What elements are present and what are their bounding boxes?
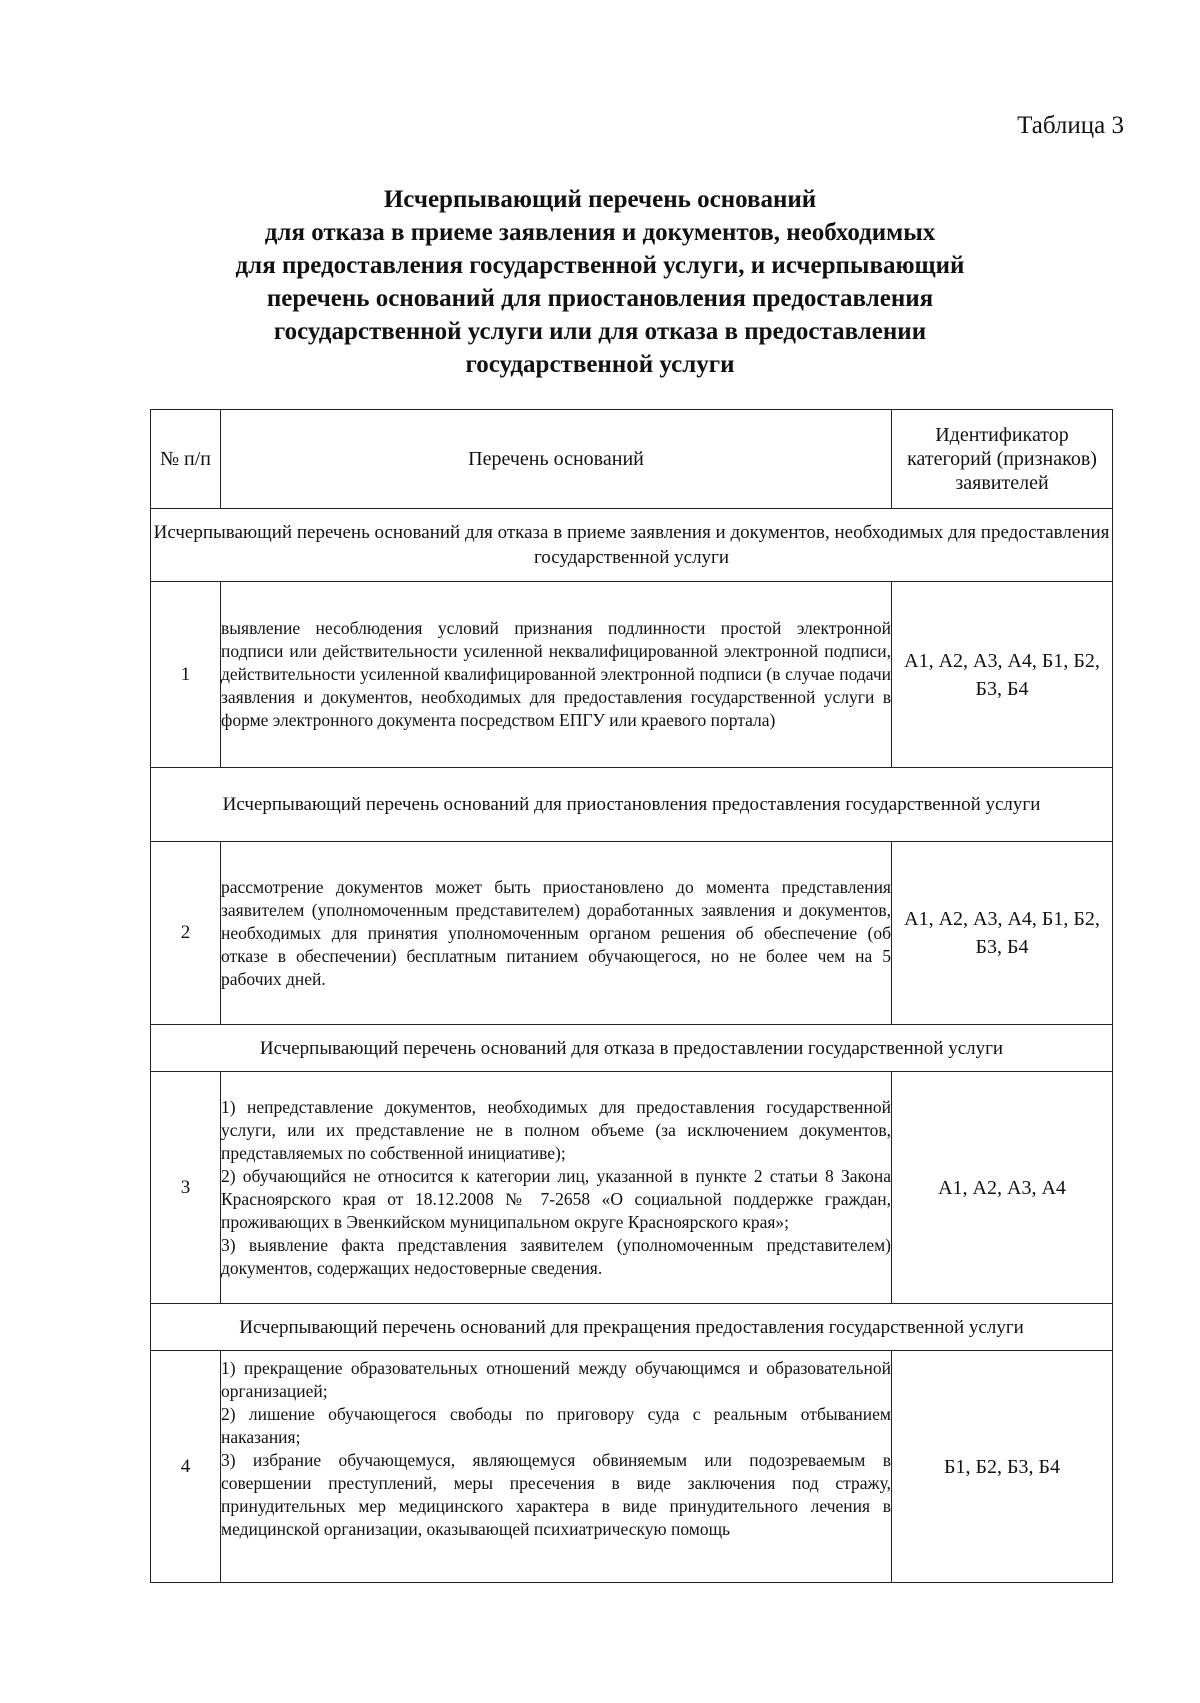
row-number: 1 — [151, 582, 221, 768]
row-number: 3 — [151, 1072, 221, 1304]
row-grounds-text: рассмотрение документов может быть приостановлено до момента представления заявителем (уполномоченным представителем) доработанных заявления и документов, необходимых для принятия уполномоченным органом решения об обеспечение (об отказе в обеспечении) бесплатным питанием обучающегося, но не более чем на 5 рабочих дней. — [221, 842, 892, 1025]
title-line: перечень оснований для приостановления предоставления — [266, 285, 934, 312]
row-identifier: А1, А2, А3, А4 — [892, 1072, 1113, 1304]
title-line: для предоставления государственной услуги, и исчерпывающий — [235, 252, 965, 279]
header-grounds: Перечень оснований — [221, 410, 892, 509]
row-number: 4 — [151, 1351, 221, 1583]
title-line: для отказа в приеме заявления и документов, необходимых — [264, 219, 936, 246]
list-item: 1) непредставление документов, необходимых для предоставления государственной услуги, или их представление не в полном объеме (за исключением документов, представляемых по собственной инициативе); — [221, 1096, 891, 1163]
row-identifier: Б1, Б2, Б3, Б4 — [892, 1351, 1113, 1583]
list-item: 2) лишение обучающегося свободы по приговору суда с реальным отбыванием наказания; — [221, 1404, 891, 1447]
title-line: государственной услуги — [465, 351, 735, 378]
section-title: Исчерпывающий перечень оснований для приостановления предоставления государственной услуги — [151, 768, 1113, 842]
list-item: 1) прекращение образовательных отношений между обучающимся и образовательной организацией; — [221, 1358, 891, 1401]
list-item: 3) избрание обучающемуся, являющемуся обвиняемым или подозреваемым в совершении преступлений, меры пресечения в виде заключения под стражу, принудительных мер медицинского характера в виде принудительного лечения в медицинской организации, оказывающей психиатрическую помощь — [221, 1450, 891, 1539]
section-header-row — [151, 768, 1113, 842]
section-header-row — [151, 1304, 1113, 1351]
header-identifier: Идентификатор категорий (признаков) заявителей — [892, 410, 1113, 509]
title-line: государственной услуги или для отказа в предоставлении — [273, 318, 927, 345]
section-title: Исчерпывающий перечень оснований для отказа в предоставлении государственной услуги — [151, 1025, 1113, 1072]
table-row — [151, 1351, 1113, 1583]
header-num: № п/п — [151, 410, 221, 509]
row-grounds-text — [221, 1351, 892, 1583]
table-row — [151, 582, 1113, 768]
row-number: 2 — [151, 842, 221, 1025]
section-title: Исчерпывающий перечень оснований для прекращения предоставления государственной услуги — [151, 1304, 1113, 1351]
grounds-table — [150, 409, 1113, 1583]
table-header-row — [151, 410, 1113, 509]
table-number: Таблица 3 — [1017, 112, 1124, 139]
row-grounds-text: выявление несоблюдения условий признания подлинности простой электронной подписи или действительности усиленной неквалифицированной электронной подписи, действительности усиленной квалифицированной электронной подписи (в случае подачи заявления и документов, необходимых для предоставления государственной услуги в форме электронного документа посредством ЕПГУ или краевого портала) — [221, 582, 892, 768]
document-title — [170, 183, 1030, 381]
list-item: 3) выявление факта представления заявителем (уполномоченным представителем) документов, содержащих недостоверные сведения. — [221, 1234, 891, 1278]
list-item: 2) обучающийся не относится к категории лиц, указанной в пункте 2 статьи 8 Закона Красноярского края от 18.12.2008 № 7-2658 «О социальной поддержке граждан, проживающих в Эвенкийском муниципальном округе Красноярского края»; — [221, 1165, 891, 1232]
section-title: Исчерпывающий перечень оснований для отказа в приеме заявления и документов, необходимых для предоставления государственной услуги — [151, 509, 1113, 582]
table-row — [151, 1072, 1113, 1304]
section-header-row — [151, 509, 1113, 582]
table-row — [151, 842, 1113, 1025]
row-identifier: А1, А2, А3, А4, Б1, Б2, Б3, Б4 — [892, 842, 1113, 1025]
row-identifier: А1, А2, А3, А4, Б1, Б2, Б3, Б4 — [892, 582, 1113, 768]
row-grounds-text — [221, 1072, 892, 1304]
title-line: Исчерпывающий перечень оснований — [383, 186, 817, 213]
section-header-row — [151, 1025, 1113, 1072]
